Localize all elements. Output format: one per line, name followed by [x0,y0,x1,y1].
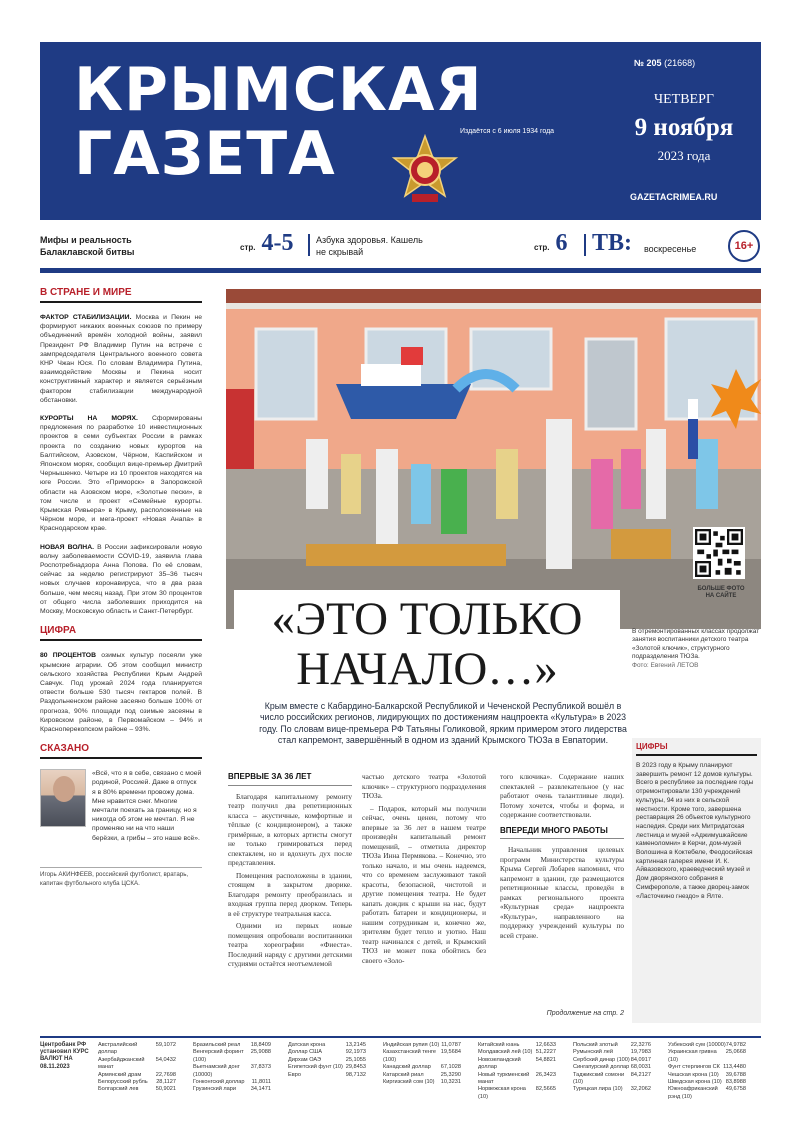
currency-column [478,1042,556,1101]
currency-value: 83,8988 [725,1079,746,1086]
currency-row [573,1086,651,1093]
currency-name: Болгарский лев [98,1086,139,1093]
teaser-health[interactable]: Азбука здоровья. Кашель не скрывай [316,235,423,257]
currency-row [98,1086,176,1093]
currency-row [668,1086,746,1101]
currency-name: Вьетнамский донг (10000) [193,1064,240,1078]
section-heading: ЦИФРЫ [636,742,757,756]
currency-row [288,1072,366,1079]
news-item: НОВАЯ ВОЛНА. В России зафиксировали новую волну заболеваемости COVID-19, заявила глава Роспотребнадзора Анна Попова. По её словам, сейчас за неделю регистрируют 35–36 тысяч новых случаев коронавируса, что в два раза больше, чем месяц назад. При этом 30 процентов от общего числа заболевших приходится на Москву, Московскую область и Санкт-Петербург. [40,543,203,616]
issue-date: 9 ноября [634,114,734,141]
currency-row [573,1064,651,1071]
currency-value: 25,1055 [345,1056,366,1063]
order-emblem-icon [390,134,460,210]
divider [40,268,761,273]
article-column-3 [500,772,624,943]
currency-value: 11,0787 [441,1042,461,1048]
currency-name: Сербский динар (100) [573,1056,630,1063]
separator [584,234,586,256]
currency-row [383,1064,461,1071]
currency-value: 19,5684 [440,1049,461,1056]
currency-name: Австралийский доллар [98,1042,138,1056]
teaser-page-ref-2[interactable]: стр. 6 [534,230,568,256]
currency-row [383,1079,461,1086]
photo-caption: В отремонтированных классах продолжат занятия воспитанники детского театра «Золотой ключик», структурного подразделения ТЮЗа. Фото: Евгений ЛЕТОВ [632,628,760,669]
currency-name: Украинская гривна (10) [668,1049,717,1063]
currency-name: Бразильский реал [193,1042,241,1048]
article-paragraph: Начальник управления целевых программ Министерства культуры Крыма Сергей Лобарев напомнил, что капремонт в здании, где размещаются репетиционные классы, проведён в рамках регионального проекта «Культурная среда» нацпроекта «Культура», направленного на поддержку учреждений культуры по всей стране. [500,845,624,940]
currency-name: Армянский драм [98,1071,142,1078]
age-rating-badge: 16+ [728,230,760,262]
article-paragraph: того ключика». Содержание наших спектаклей – развлекательное (у нас работают очень талантливые люди). Потому хочется, чтобы и форма, и содержание соответствовали. [500,772,624,819]
currency-name: Сингапурский доллар [573,1064,630,1071]
currency-row [668,1042,746,1049]
continued-link[interactable]: Продолжение на стр. 2 [546,1010,624,1017]
article-subheading: ВПЕРВЫЕ ЗА 36 ЛЕТ [228,772,352,786]
main-headline [234,590,620,697]
currency-name: Киргизский сом (10) [383,1079,435,1086]
issue-number: № 205 (21668) [634,58,696,68]
currency-value: 13,2145 [345,1042,366,1048]
currency-value: 11,8011 [251,1079,271,1086]
currency-name: Норвежская крона (10) [478,1086,526,1100]
teaser-page-ref[interactable]: стр. 4-5 [240,230,294,256]
currency-value: 98,7132 [345,1071,366,1078]
currency-value: 22,3276 [630,1042,651,1048]
currency-row [478,1049,556,1056]
currency-label: Центробанк РФ установил КУРС ВАЛЮТ НА 08.11.2023 [40,1042,89,1070]
currency-row [668,1064,746,1071]
currency-value: 22,7698 [155,1071,176,1078]
currency-value: 50,9021 [155,1086,176,1093]
teaser-balaklava[interactable]: Мифы и реальность Балаклавской битвы [40,235,135,257]
currency-value: 37,8373 [250,1064,271,1071]
separator [308,234,310,256]
logo-line-1: КРЫМСКАЯ [74,55,483,125]
photo-credit: Фото: Евгений ЛЕТОВ [632,661,699,669]
currency-value: 84,0917 [630,1056,651,1063]
currency-row [478,1057,556,1072]
tv-teaser[interactable]: ТВ: [592,230,633,256]
headline-line-1: «ЭТО ТОЛЬКО [271,593,583,645]
quote-author: Игорь АКИНФЕЕВ, российский футболист, вратарь, капитан футбольного клуба ЦСКА. [40,867,202,888]
figure-item: 80 ПРОЦЕНТОВ озимых культур посеяли уже крымские аграрии. Об этом сообщил министр сельского хозяйства Республики Крым Андрей Савчук. Под урожай 2024 года планируется отвести больше 530 тысяч гектаров полей. В Раздольненском районе засеяно больше 100% от прогноза, 90% площади под озимые засеяны в Кировском районе, в Первомайском – 94% и Красноперекопском районе – 93%. [40,652,203,733]
currency-name: Фунт стерлингов СК [668,1064,720,1071]
tv-day: воскресенье [644,244,697,254]
currency-name: Венгерский форинт (100) [193,1049,244,1063]
main-photo [226,289,761,629]
currency-value: 67,1028 [440,1064,461,1071]
article-paragraph: Помещения расположены в здании, стоящем в закрытом дворике. Благодаря ремонту преобразилась и входная группа перед дворком. Теперь в её структуре театральная касса. [228,870,352,918]
currency-row [288,1042,366,1049]
currency-rates [40,1042,761,1100]
author-portrait [40,769,86,827]
currency-value: 29,8453 [345,1064,366,1071]
currency-name: Румынский лей [573,1049,613,1056]
currency-column [573,1042,651,1094]
article-column-1 [228,772,352,972]
article-paragraph: – Подарок, который мы получили сейчас, очень ценен, потому что впервые за 36 лет в нашем театре произведён капитальный ремонт помещений, – отметила директор ТЮЗа Инна Пермякова. – Конечно, это только начало, и мы очень надеемся, что со временем заслуживают такой красоты, безопасной, чистотой и другие помещения театра. Не будет капать дождик с крыши на нас, будут работать батареи и кондиционеры, и нашим сотрудникам и, конечно же, зрителям будет тепло и уютно. Наш театр начинался с детей, и Крымский ТЮЗ не может пока обойтись без своего «Золо- [362,803,486,965]
article-subheading: ВПЕРЕДИ МНОГО РАБОТЫ [500,826,624,840]
currency-value: 25,0668 [725,1049,746,1056]
currency-value: 18,8409 [250,1042,271,1048]
logo-line-2: ГАЗЕТА [74,119,336,189]
currency-name: Шведская крона (10) [668,1079,722,1086]
numbers-sidebar [632,738,761,1023]
currency-value: 39,6788 [725,1071,746,1078]
currency-value: 32,2062 [630,1086,651,1093]
currency-value: 34,1471 [250,1086,271,1093]
issue-year: 2023 года [657,148,711,163]
currency-value: 25,9088 [250,1049,271,1056]
currency-name: Польский злотый [573,1042,618,1048]
section-heading: В СТРАНЕ И МИРЕ [40,287,202,303]
currency-name: Гонконгский доллар [193,1079,245,1086]
currency-value: 54,8821 [535,1056,556,1063]
currency-column [98,1042,176,1094]
currency-row [193,1049,271,1064]
qr-code-block[interactable] [693,527,749,600]
currency-row [478,1072,556,1087]
weekday: ЧЕТВЕРГ [654,92,714,107]
currency-row [668,1072,746,1079]
currency-value: 82,5665 [535,1086,556,1093]
currency-value: 51,2227 [535,1049,556,1056]
currency-value: 10,3231 [440,1079,461,1086]
currency-row [193,1086,271,1093]
currency-name: Таджикский сомони (10) [573,1071,625,1086]
currency-row [288,1064,366,1071]
quote-text: «Всё, что я в себе, связано с моей родиной, Россией. Даже в отпуск я в 80% времени провожу дома. Мне нравится снег. Многие мечтали поехать за границу, но я никогда об этом не мечтал. Я не променяю ни на что наши берёзки, а грибы – это наше всё». [92,770,202,842]
qr-code-icon[interactable] [693,527,745,579]
currency-row [383,1072,461,1079]
theatre-children-photo [226,289,761,629]
currency-value: 68,0031 [630,1064,651,1071]
section-heading: СКАЗАНО [40,743,202,759]
currency-name: Азербайджанский манат [98,1056,145,1071]
divider [40,1036,761,1038]
currency-row [288,1049,366,1056]
currency-row [98,1072,176,1079]
currency-row [668,1049,746,1064]
article-paragraph: Благодаря капитальному ремонту театр получил два репетиционных класса – акустичные, комфортные и тёплые (с кондиционером), а также гримёрные, в которых артисты смогут не только гримироваться перед спектаклем, но и вдохнуть дух после представления. [228,791,352,867]
currency-value: 113,4480 [723,1064,746,1071]
currency-name: Казахстанский тенге (100) [383,1049,436,1063]
article-paragraph: Одними из первых новые помещения опробовали воспитанники театра хореографии «Фиеста». Последний наряду с другими детскими студиями остаётся неотъемлемой [228,921,352,968]
currency-name: Новозеландский доллар [478,1056,521,1071]
currency-name: Китайский юань [478,1042,520,1048]
currency-value: 26,3423 [535,1071,556,1078]
article-column-2 [362,772,486,968]
currency-row [383,1049,461,1064]
currency-name: Южноафриканский рэнд (10) [668,1086,718,1100]
currency-column [668,1042,746,1101]
teaser-strip [40,226,761,272]
currency-value: 59,1072 [155,1042,176,1048]
news-item: ФАКТОР СТАБИЛИЗАЦИИ. Москва и Пекин не формируют никаких военных союзов по примеру объединений времён холодной войны, заявил Президент РФ Владимир Путин на встрече с зампредседателя Центрального военного совета КНР Чжан Юся. По словам Владимира Путина, взаимодействие Москвы и Пекина носит конструктивный характер и является серьёзным фактором стабилизации международной обстановки. [40,314,202,404]
currency-name: Узбекский сум (10000) [668,1042,726,1048]
currency-column [383,1042,461,1086]
currency-value: 25,3290 [440,1071,461,1078]
currency-value: 92,1973 [345,1049,366,1056]
currency-name: Евро [288,1071,301,1078]
currency-value: 28,1127 [156,1079,176,1086]
masthead [40,42,761,220]
currency-name: Новый туркменский манат [478,1071,530,1086]
currency-name: Турецкая лира (10) [573,1086,623,1093]
currency-row [573,1049,651,1056]
currency-name: Доллар США [288,1049,323,1056]
sidebar-text: В 2023 году в Крыму планируют завершить ремонт 12 домов культуры. Всего в республике за последние годы отремонтировали 130 учреждений культуры, 94 из них в сельской местности. Кроме того, завершена реставрация 26 объектов культурного наследия. Среди них Митридатская лестница и музей «Аджимушкайские каменоломни» в Керчи, дом-музей Волошина в Коктебеле, Феодосийская картинная галерея имени И. К. Айвазовского, краеведческий музей и Дом дворянского собрания в Симферополе, а также дворец-замок «Ласточкино гнездо» в Ялте. [636,762,754,900]
article-paragraph: частью детского театра «Золотой ключик» – структурного подразделения ТЮЗа. [362,772,486,800]
article-lead: Крым вместе с Кабардино-Балкарской Республикой и Чеченской Республикой вошёл в число российских регионов, лидирующих по достижениям нацпроекта «Культура» в 2023 году. По словам вице-премьера РФ Татьяны Голиковой, ярким примером этого лидерства стал капремонт, завершённый в одном из зданий Крымского ТЮЗа в Евпатории. [259,701,627,746]
currency-name: Канадский доллар [383,1064,431,1071]
currency-name: Молдавский лей (10) [478,1049,533,1056]
qr-caption: БОЛЬШЕ ФОТО НА САЙТЕ [697,586,745,599]
currency-value: 74,9782 [725,1042,746,1048]
currency-name: Дирхам ОАЭ [288,1056,322,1063]
currency-value: 54,0432 [155,1056,176,1063]
currency-column [288,1042,366,1079]
headline-line-2: НАЧАЛО…» [296,643,558,695]
news-item: КУРОРТЫ НА МОРЯХ. Сформированы предложения по разработке 10 инвестиционных проектов в семи субъектах России в рамках проекта по созданию новых курортов на Балтийском, Азовском, Чёрном, Каспийском и Японском морях, сообщил вице-премьер Дмитрий Чернышенко. Четыре из 10 проектов находятся на юге России. Это «Приморск» в Запорожской области на Азовском море, «Золотые пески», в том числе и проект «Семейные курорты. Крымская Ривьера» в Крыму, расположенные на Чёрном море, и мега-проект «Новая Анапа» в Краснодарском крае. [40,415,202,533]
currency-name: Индийская рупия (10) [383,1042,440,1048]
currency-name: Белорусский рубль [98,1079,148,1086]
currency-row [98,1057,176,1072]
currency-name: Катарский риал [383,1071,424,1078]
website-link[interactable]: GAZETACRIMEA.RU [630,192,718,202]
currency-row [573,1072,651,1087]
section-heading: ЦИФРА [40,625,202,641]
currency-name: Чешская крона (10) [668,1071,719,1078]
currency-name: Грузинский лари [193,1086,236,1093]
quote-block [40,769,202,891]
currency-value: 84,2127 [630,1071,651,1078]
currency-row [193,1064,271,1079]
currency-name: Датская крона [288,1042,326,1048]
currency-column [193,1042,271,1094]
currency-value: 19,7983 [630,1049,651,1056]
currency-name: Египетский фунт (10) [288,1064,343,1071]
currency-value: 12,6633 [535,1042,556,1048]
currency-row [98,1042,176,1057]
left-column [40,287,202,891]
currency-value: 49,6758 [725,1086,746,1093]
founded-note: Издаётся с 6 июля 1934 года [460,128,555,135]
currency-row [478,1086,556,1101]
